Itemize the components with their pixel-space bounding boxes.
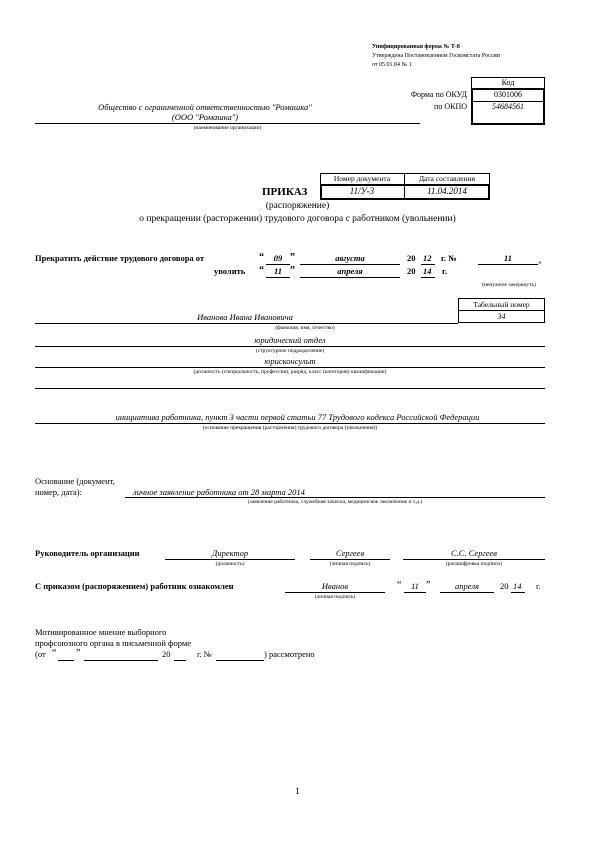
basis-value: личное заявление работника от 28 марта 2014 [133, 487, 305, 497]
position-line [35, 367, 545, 368]
doc-date-header: Дата составления [418, 174, 476, 183]
ack-year-prefix: 20 [500, 581, 509, 591]
employee-position: юрисконсульт [264, 356, 316, 366]
union-year-prefix: 20 [162, 649, 171, 659]
basis-caption: (заявление работника, служебная записка, медицинское заключение и т.д.) [247, 499, 423, 505]
form-name: Унифицированная форма № Т-8 [372, 44, 460, 50]
employee-department: юридический отдел [254, 335, 326, 345]
ack-month-line [440, 592, 494, 593]
ack-day-line [404, 592, 426, 593]
union-month-line [84, 660, 158, 661]
contract-open-quote: “ [259, 252, 264, 263]
union-number-label: г. № [197, 649, 212, 659]
ack-year: 14 [513, 581, 522, 591]
extra-line [35, 388, 545, 389]
dismiss-month: апреля [337, 266, 363, 276]
contract-year: 12 [423, 253, 432, 263]
department-caption: (структурное подразделение) [255, 348, 325, 354]
head-signature-caption: (личная подпись) [329, 561, 371, 567]
ack-signature-line [285, 592, 385, 593]
basis-line [125, 497, 545, 498]
head-label: Руководитель организации [35, 548, 140, 558]
union-line-1: Мотивированное мнение выборного [35, 627, 167, 637]
dismiss-open-quote: “ [259, 265, 264, 276]
ack-signature: Иванов [321, 581, 349, 591]
employee-name: Иванова Ивана Ивановича [197, 312, 293, 322]
organization-line [35, 123, 420, 124]
basis-label-2: номер, дата): [35, 487, 82, 497]
contract-close-quote: ” [290, 252, 295, 263]
ack-label: С приказом (распоряжением) работник ознакомлен [35, 581, 234, 591]
head-decoding-line [403, 559, 545, 560]
organization-caption: (наименование организации) [193, 125, 262, 131]
dismiss-day: 11 [273, 266, 283, 276]
contract-month-line [300, 264, 400, 265]
position-caption: (должность (специальность, профессия), разряд, класс (категория) квалификации) [193, 369, 387, 375]
contract-month: августа [335, 253, 365, 263]
contract-number-line [478, 264, 538, 265]
okud-value: 0301006 [494, 90, 522, 99]
okpo-value: 54684561 [492, 102, 524, 111]
reason-caption: (основание прекращения (расторжения) трудового договора (увольнения)) [202, 425, 378, 431]
head-signature: Сергеев [335, 548, 365, 558]
ack-month: апреля [455, 581, 479, 591]
okpo-label: по ОКПО [434, 102, 467, 111]
form-approval: Утверждена Постановлением Госкомстата России [372, 53, 500, 59]
union-day-line [58, 660, 74, 661]
head-decoding-caption: (расшифровка подписи) [445, 561, 503, 567]
ack-year-suffix: г. [536, 581, 541, 591]
organization-name: Общество с ограниченной ответственностью "Ромашка" [98, 102, 312, 112]
head-position-caption: (должность) [215, 561, 245, 567]
ack-year-line [511, 592, 525, 593]
dismiss-year: 14 [423, 266, 432, 276]
union-from-label: (от [35, 649, 46, 659]
union-reviewed: ) рассмотрено [264, 649, 315, 659]
doc-number-header: Номер документа [333, 174, 391, 183]
termination-reason: инициатива работника, пункт 3 части первой статьи 77 Трудового кодекса Российской Федерации [115, 412, 480, 422]
dismiss-year-suffix: г. [442, 266, 448, 276]
head-position-line [165, 559, 295, 560]
head-decoding: С.С. Сергеев [450, 548, 497, 558]
ack-open-quote: “ [397, 580, 402, 591]
reason-line [35, 423, 545, 424]
ack-day: 11 [411, 581, 419, 591]
form-approval-date: от 05.01.04 № 1 [372, 62, 412, 68]
doc-date: 11.04.2014 [427, 186, 467, 196]
employee-name-line [35, 323, 458, 324]
document-title: ПРИКАЗ [262, 186, 308, 198]
kod-header: Код [501, 78, 515, 87]
contract-year-prefix: 20 [407, 253, 416, 263]
contract-number: 11 [503, 253, 513, 263]
head-position: Директор [211, 548, 249, 558]
document-subtitle: (распоряжение) [265, 201, 330, 211]
ack-signature-caption: (личная подпись) [314, 594, 356, 600]
dismiss-day-line [266, 277, 290, 278]
union-close-quote: ” [76, 648, 81, 659]
strike-caption: (ненужное зачеркнуть) [482, 282, 536, 288]
dismiss-year-prefix: 20 [407, 266, 416, 276]
tab-number-header: Табельный номер [473, 300, 530, 309]
terminate-label: Прекратить действие трудового договора от [35, 253, 205, 263]
contract-day-line [266, 264, 290, 265]
document-heading: о прекращении (расторжении) трудового договора с работником (увольнении) [139, 214, 456, 224]
union-line-2: профсоюзного органа в письменной форме [35, 638, 192, 648]
contract-number-label: г. № [441, 253, 457, 263]
okud-label: Форма по ОКУД [410, 90, 467, 99]
dismiss-close-quote: ” [290, 265, 295, 276]
tab-number: 34 [497, 312, 506, 321]
union-year-line [174, 660, 186, 661]
union-number-line [216, 660, 264, 661]
department-line [35, 346, 545, 347]
organization-short-name: (ООО "Ромашка") [171, 112, 239, 122]
contract-year-line [421, 264, 435, 265]
employee-name-caption: (фамилия, имя, отчество) [275, 325, 335, 331]
ack-close-quote: ” [426, 580, 431, 591]
page-number: 1 [295, 786, 300, 796]
contract-comma: , [539, 255, 542, 265]
head-signature-line [310, 559, 390, 560]
dismiss-year-line [421, 277, 435, 278]
dismiss-label: уволить [214, 266, 246, 276]
doc-number: 11/У-3 [349, 186, 375, 196]
basis-label: Основание (документ, [35, 476, 115, 486]
tab-number-divider [459, 310, 544, 311]
dismiss-month-line [300, 277, 400, 278]
contract-day: 09 [273, 253, 283, 263]
union-open-quote: “ [52, 648, 57, 659]
